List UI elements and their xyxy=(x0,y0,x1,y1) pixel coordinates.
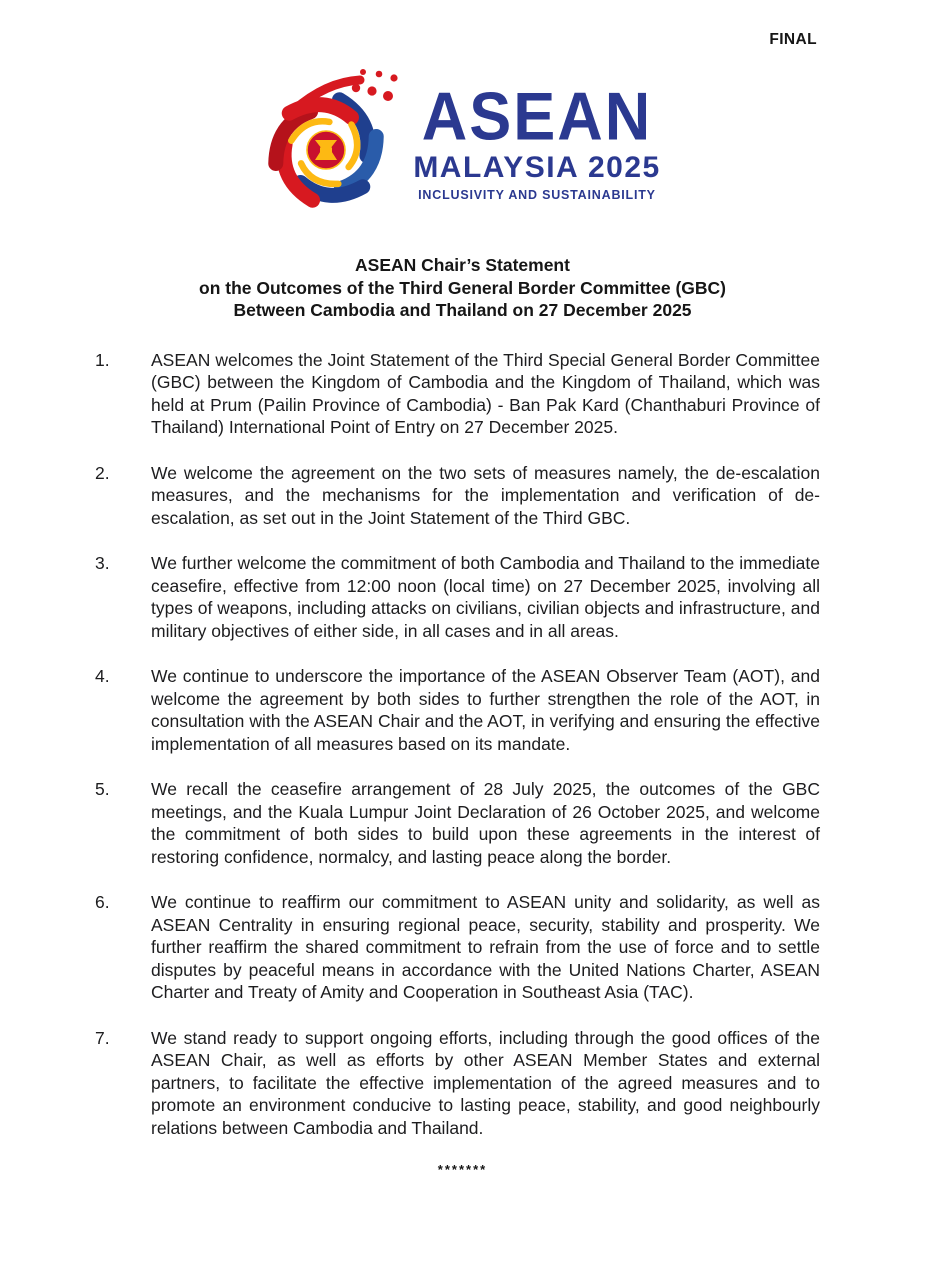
paragraph-number: 3. xyxy=(95,553,110,573)
paragraph-number: 1. xyxy=(95,349,110,370)
paragraph-text: We stand ready to support ongoing efforts, including through the good offices of the ASEAN Chair, as well as efforts by other ASEAN Member States and external partners, to facilitate the effective implementation of the agreed measures and to promote an environment conducive to lasting peace, stability, and good neighbourly relations between Cambodia and Thailand. xyxy=(151,1027,820,1138)
logo-malaysia-2025-text: MALAYSIA 2025 xyxy=(413,151,661,185)
paragraph-text: We welcome the agreement on the two sets of measures namely, the de-escalation measures, and the mechanisms for the implementation and verification of de-escalation, as set out in the Joint Statement of the Third GBC. xyxy=(151,462,820,528)
paragraph-item-1 xyxy=(95,349,820,439)
end-of-document-marker: ******* xyxy=(437,1162,488,1177)
document-title xyxy=(0,254,925,322)
final-status-label: FINAL xyxy=(769,31,817,48)
paragraph-item-3 xyxy=(95,552,820,642)
paragraph-number: 6. xyxy=(95,892,110,912)
paragraph-text: We further welcome the commitment of both Cambodia and Thailand to the immediate ceasefire, effective from 12:00 noon (local time) on 27 December 2025, involving all types of weapons, including attacks on civilians, civilian objects and infrastructure, and military objectives of either side, in all cases and in all areas. xyxy=(151,553,820,641)
paragraph-text: ASEAN welcomes the Joint Statement of the Third Special General Border Committee (GBC) between the Kingdom of Cambodia and the Kingdom of Thailand, which was held at Prum (Pailin Province of Cambodia) - Ban Pak Kard (Chanthaburi Province of Thailand) International Point of Entry on 27 December 2025. xyxy=(151,349,820,437)
paragraph-number: 4. xyxy=(95,666,110,686)
paragraph-item-5 xyxy=(95,778,820,868)
statement-paragraphs xyxy=(95,349,820,1140)
paragraph-item-4 xyxy=(95,665,820,755)
paragraph-text: We recall the ceasefire arrangement of 28 July 2025, the outcomes of the GBC meetings, and the Kuala Lumpur Joint Declaration of 26 October 2025, and welcome the commitment of both sides to build upon these agreements in the interest of restoring confidence, normalcy, and lasting peace along the border. xyxy=(151,779,820,867)
paragraph-item-6 xyxy=(95,891,820,1004)
title-line-3: Between Cambodia and Thailand on 27 December 2025 xyxy=(233,300,692,320)
logo-tagline-text: INCLUSIVITY AND SUSTAINABILITY xyxy=(418,188,656,203)
paragraph-text: We continue to reaffirm our commitment to ASEAN unity and solidarity, as well as ASEAN Centrality in ensuring regional peace, security, stability and prosperity. We further reaffirm the shared commitment to refrain from the use of force and to settle disputes by peaceful means in accordance with the United Nations Charter, ASEAN Charter and Treaty of Amity and Cooperation in Southeast Asia (TAC). xyxy=(151,892,820,1002)
title-line-2: on the Outcomes of the Third General Border Committee (GBC) xyxy=(199,277,726,298)
logo-wordmark xyxy=(413,79,661,203)
paragraph-number: 2. xyxy=(95,462,110,483)
title-line-1: ASEAN Chair’s Statement xyxy=(355,255,570,275)
logo-asean-text: ASEAN xyxy=(421,79,653,156)
paragraph-item-2 xyxy=(95,462,820,530)
paragraph-text: We continue to underscore the importance of the ASEAN Observer Team (AOT), and welcome the agreement by both sides to further strengthen the role of the AOT, in consultation with the ASEAN Chair and the AOT, in verifying and ensuring the effective implementation of all measures based on its mandate. xyxy=(151,666,820,754)
paragraph-number: 5. xyxy=(95,779,110,799)
paragraph-item-7 xyxy=(95,1027,820,1140)
asean-swirl-icon xyxy=(264,58,409,218)
paragraph-number: 7. xyxy=(95,1027,110,1048)
